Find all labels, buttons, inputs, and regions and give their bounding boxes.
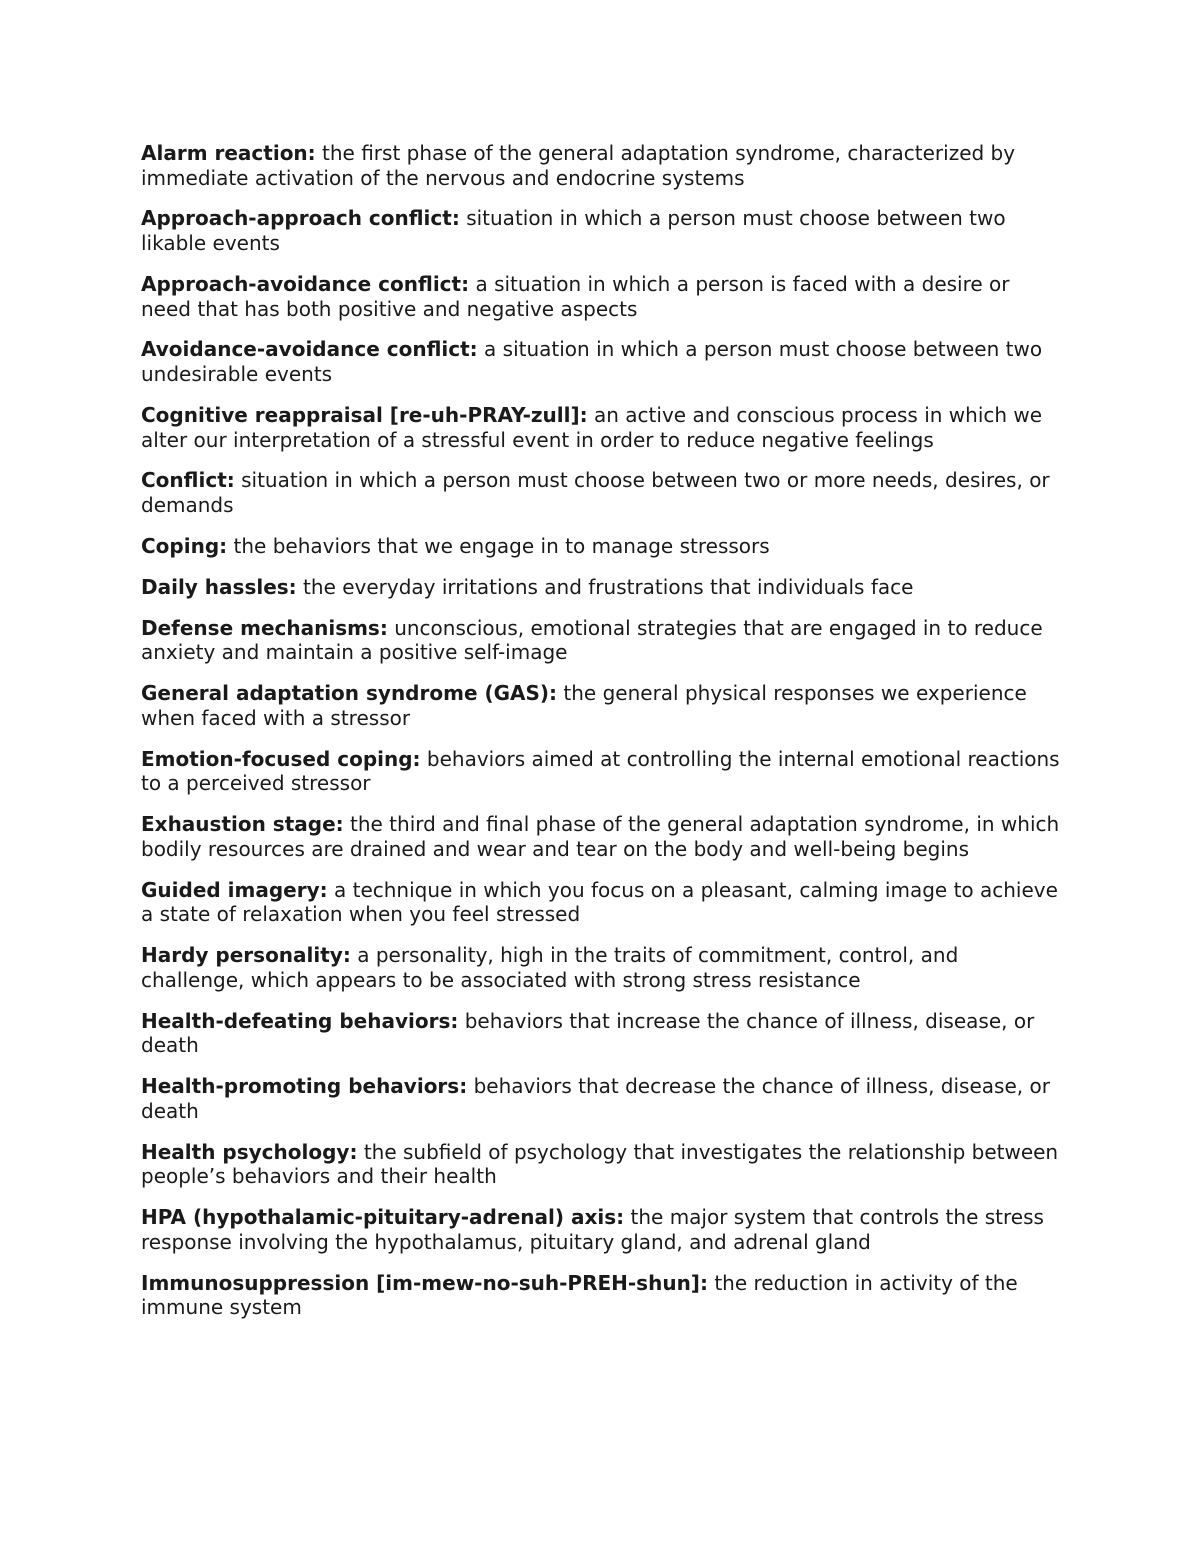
glossary-entry	[141, 575, 1061, 600]
glossary-term: Hardy personality:	[141, 943, 351, 968]
glossary-term: Health-promoting behaviors:	[141, 1074, 468, 1099]
glossary-definition: a personality, high in the traits of commitment, control, and challenge, which appears to be associated with strong stress resistance	[141, 943, 959, 992]
glossary-definition: situation in which a person must choose between two or more needs, desires, or demands	[141, 468, 1050, 518]
glossary-term: Approach-avoidance conflict:	[141, 271, 470, 296]
glossary-term: Health-defeating behaviors:	[141, 1008, 459, 1033]
glossary-entry	[141, 403, 1061, 452]
glossary-term: Daily hassles:	[141, 574, 297, 599]
glossary-term: Alarm reaction:	[141, 141, 316, 165]
glossary-definition: situation in which a person must choose between two likable events	[141, 206, 1006, 256]
glossary-term: Emotion-focused coping:	[141, 746, 421, 771]
glossary-definition: the reduction in activity of the immune system	[141, 1270, 1018, 1320]
glossary-entry	[141, 747, 1061, 796]
glossary-term: Immunosuppression [im-mew-no-suh-PREH-shun]:	[141, 1270, 708, 1295]
glossary-term: Defense mechanisms:	[141, 615, 388, 640]
glossary-entry	[141, 878, 1061, 927]
glossary-term: HPA (hypothalamic-pituitary-adrenal) axis:	[141, 1205, 625, 1230]
glossary-entry	[141, 1271, 1061, 1320]
glossary-entry	[141, 1009, 1061, 1058]
glossary-definition: behaviors aimed at controlling the internal emotional reactions to a perceived stressor	[141, 746, 1060, 796]
glossary-definition: the general physical responses we experience when faced with a stressor	[141, 681, 1027, 730]
glossary-definition: the major system that controls the stress response involving the hypothalamus, pituitary gland, and adrenal gland	[141, 1205, 1044, 1254]
glossary-entry	[141, 1074, 1061, 1123]
glossary-entry	[141, 141, 1061, 190]
glossary-definition: unconscious, emotional strategies that are engaged in to reduce anxiety and maintain a positive self-image	[141, 615, 1043, 665]
glossary-entry	[141, 206, 1061, 255]
glossary-definition: the subfield of psychology that investigates the relationship between people’s behaviors and their health	[141, 1139, 1059, 1189]
glossary-entry	[141, 616, 1061, 665]
glossary-definition: a situation in which a person must choose between two undesirable events	[141, 337, 1043, 387]
glossary-term: Avoidance-avoidance conflict:	[141, 337, 478, 362]
glossary-entry	[141, 812, 1061, 861]
glossary-term: Exhaustion stage:	[141, 812, 344, 837]
glossary-entry	[141, 468, 1061, 517]
glossary-definition: a situation in which a person is faced with a desire or need that has both positive and negative aspects	[141, 271, 1010, 321]
glossary-definition: behaviors that decrease the chance of illness, disease, or death	[141, 1074, 1050, 1123]
glossary-term: Approach-approach conflict:	[141, 206, 460, 231]
document-page	[141, 141, 1061, 1336]
glossary-term: Health psychology:	[141, 1139, 358, 1164]
glossary-entry	[141, 943, 1061, 992]
glossary-entry	[141, 534, 1061, 559]
glossary-entry	[141, 681, 1061, 730]
glossary-definition: an active and conscious process in which we alter our interpretation of a stressful event in order to reduce negative feelings	[141, 402, 1043, 452]
glossary-entry	[141, 1205, 1061, 1254]
glossary-term: Cognitive reappraisal [re-uh-PRAY-zull]:	[141, 402, 588, 427]
glossary-definition: the first phase of the general adaptation syndrome, characterized by immediate activation of the nervous and endocrine systems	[141, 141, 1016, 190]
glossary-definition: the third and final phase of the general adaptation syndrome, in which bodily resources are drained and wear and tear on the body and well-being begins	[141, 812, 1060, 861]
glossary-entry	[141, 272, 1061, 321]
glossary-definition: behaviors that increase the chance of illness, disease, or death	[141, 1008, 1035, 1058]
glossary-definition: the behaviors that we engage in to manage stressors	[233, 533, 770, 558]
glossary-entry	[141, 337, 1061, 386]
glossary-term: General adaptation syndrome (GAS):	[141, 681, 558, 706]
glossary-term: Guided imagery:	[141, 877, 328, 902]
glossary-definition: the everyday irritations and frustrations that individuals face	[303, 574, 914, 599]
glossary-definition: a technique in which you focus on a pleasant, calming image to achieve a state of relaxation when you feel stressed	[141, 877, 1058, 927]
glossary-entry	[141, 1140, 1061, 1189]
glossary-term: Coping:	[141, 533, 228, 558]
glossary-term: Conflict:	[141, 468, 235, 493]
